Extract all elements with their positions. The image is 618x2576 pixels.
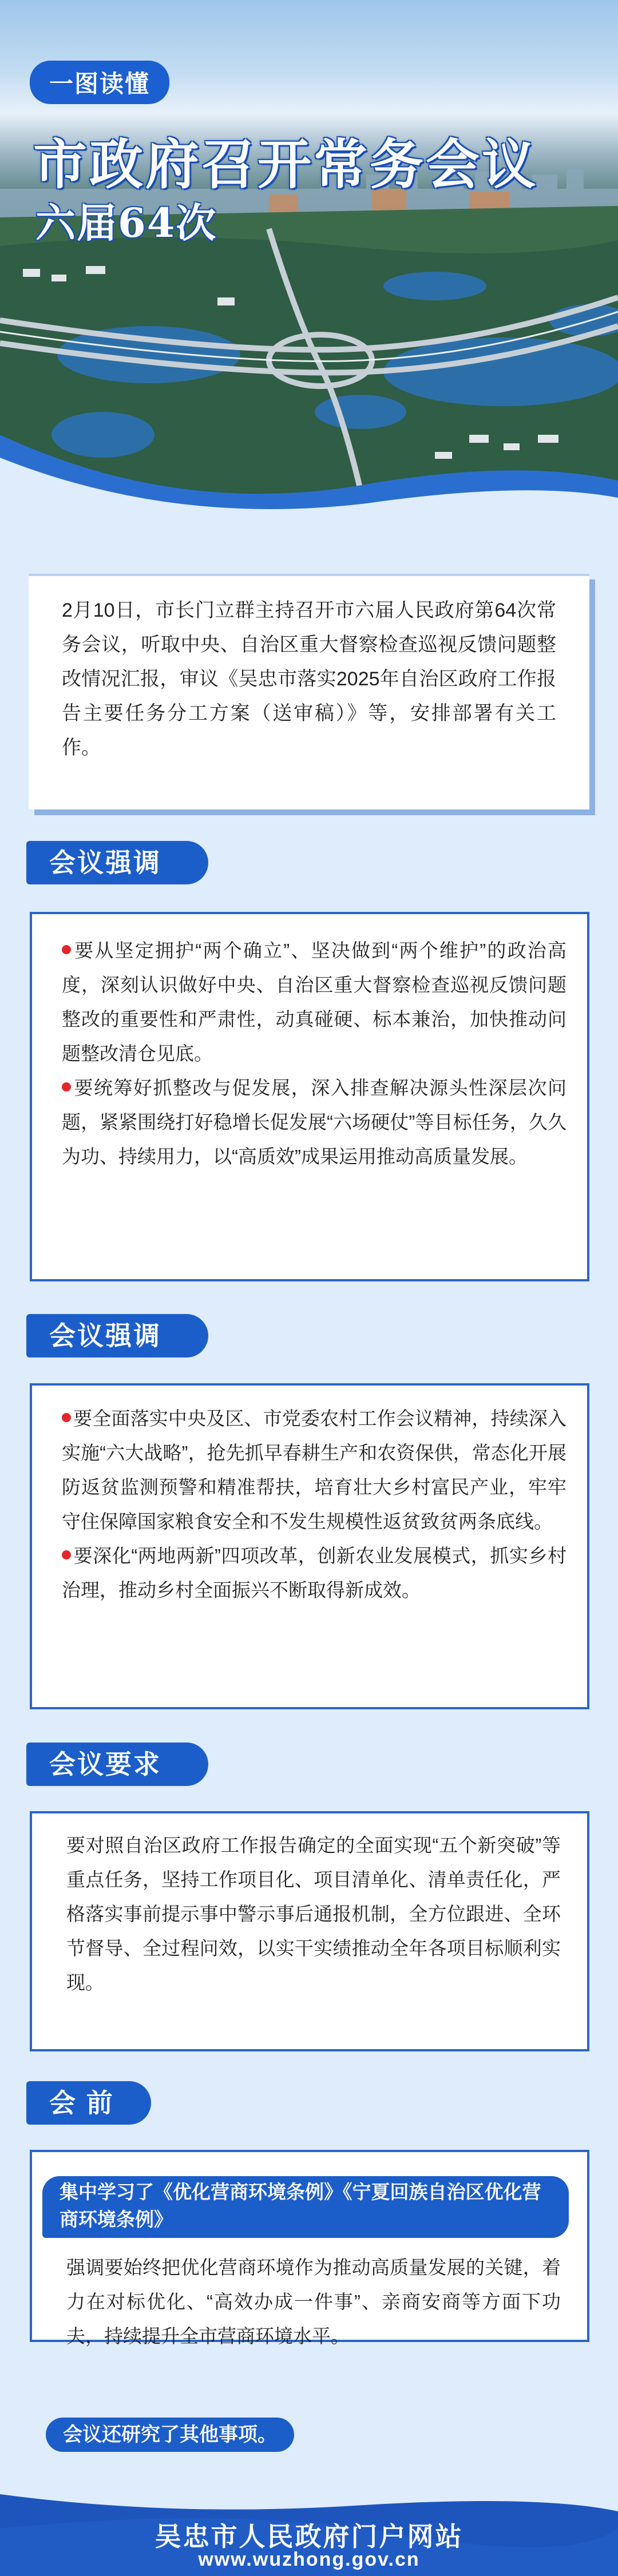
list-item-text: 要深化“两地两新”四项改革，创新农业发展模式，抓实乡村治理，推动乡村全面振兴不断取得新成效。	[62, 1545, 566, 1601]
header-tag: 一图读懂	[30, 61, 169, 104]
list-item-text: 要全面落实中央及区、市党委农村工作会议精神，持续深入实施“六大战略”，抢先抓早春耕生产和农资保供，常态化开展防返贫监测预警和精准帮扶，培育壮大乡村富民产业，牢牢守住保障国家粮食安全和不发生规模性返贫致贫两条底线。	[62, 1408, 566, 1532]
section-label-4: 会 前	[30, 2081, 151, 2125]
page-title: 市政府召开常务会议	[33, 134, 538, 196]
bullet-dot-icon	[62, 945, 71, 954]
intro-text: 2月10日，市长门立群主持召开市六届人民政府第64次常务会议，听取中央、自治区重大督察检查巡视反馈问题整改情况汇报，审议《吴忠市落实2025年自治区政府工作报告主要任务分工方案（送审稿）》等，安排部署有关工作。	[62, 600, 556, 759]
closing-note: 会议还研究了其他事项。	[46, 2418, 294, 2452]
study-highlight-bar: 集中学习了《优化营商环境条例》《宁夏回族自治区优化营商环境条例》	[42, 2176, 569, 2238]
bullet-dot-icon	[62, 1550, 71, 1559]
bullet-dot-icon	[62, 1413, 71, 1422]
section-box-3	[30, 1811, 589, 2051]
bullet-dot-icon	[62, 1082, 71, 1091]
section-label-1: 会议强调	[30, 841, 208, 884]
section-label-2: 会议强调	[30, 1314, 208, 1358]
section-box-1	[30, 912, 589, 1281]
footer-site-url[interactable]: www.wuzhong.gov.cn	[198, 2549, 420, 2570]
section-label-3: 会议要求	[30, 1743, 208, 1786]
list-item	[52, 1071, 566, 1174]
list-item	[52, 934, 566, 1071]
footer	[0, 2494, 618, 2576]
hero-banner	[0, 0, 618, 515]
list-item-text: 要从坚定拥护“两个确立”、坚决做到“两个维护”的政治高度，深刻认识做好中央、自治区重大督察检查巡视反馈问题整改的重要性和严肃性，动真碰硬、标本兼治，加快推动问题整改清仓见底。	[62, 940, 566, 1064]
section-box-2	[30, 1383, 589, 1709]
list-item	[52, 1539, 566, 1607]
list-item-text: 要统筹好抓整改与促发展，深入排查解决源头性深层次问题，紧紧围绕打好稳增长促发展“六场硬仗”等目标任务，久久为功、持续用力，以“高质效”成果运用推动高质量发展。	[62, 1077, 566, 1167]
section-text: 强调要始终把优化营商环境作为推动高质量发展的关键，着力在对标优化、“高效办成一件事”、亲商安商等方面下功夫，持续提升全市营商环境水平。	[66, 2257, 561, 2347]
section-text: 要对照自治区政府工作报告确定的全面实现“五个新突破”等重点任务，坚持工作项目化、项目清单化、清单责任化，严格落实事前提示事中警示事后通报机制，全方位跟进、全环节督导、全过程问效，以实干实绩推动全年各项目标顺利实现。	[66, 1835, 561, 1993]
footer-site-name: 吴忠市人民政府门户网站	[154, 2522, 464, 2551]
intro-box	[29, 574, 589, 809]
list-item	[52, 1402, 566, 1539]
page-subtitle: 六届64次	[35, 199, 217, 247]
